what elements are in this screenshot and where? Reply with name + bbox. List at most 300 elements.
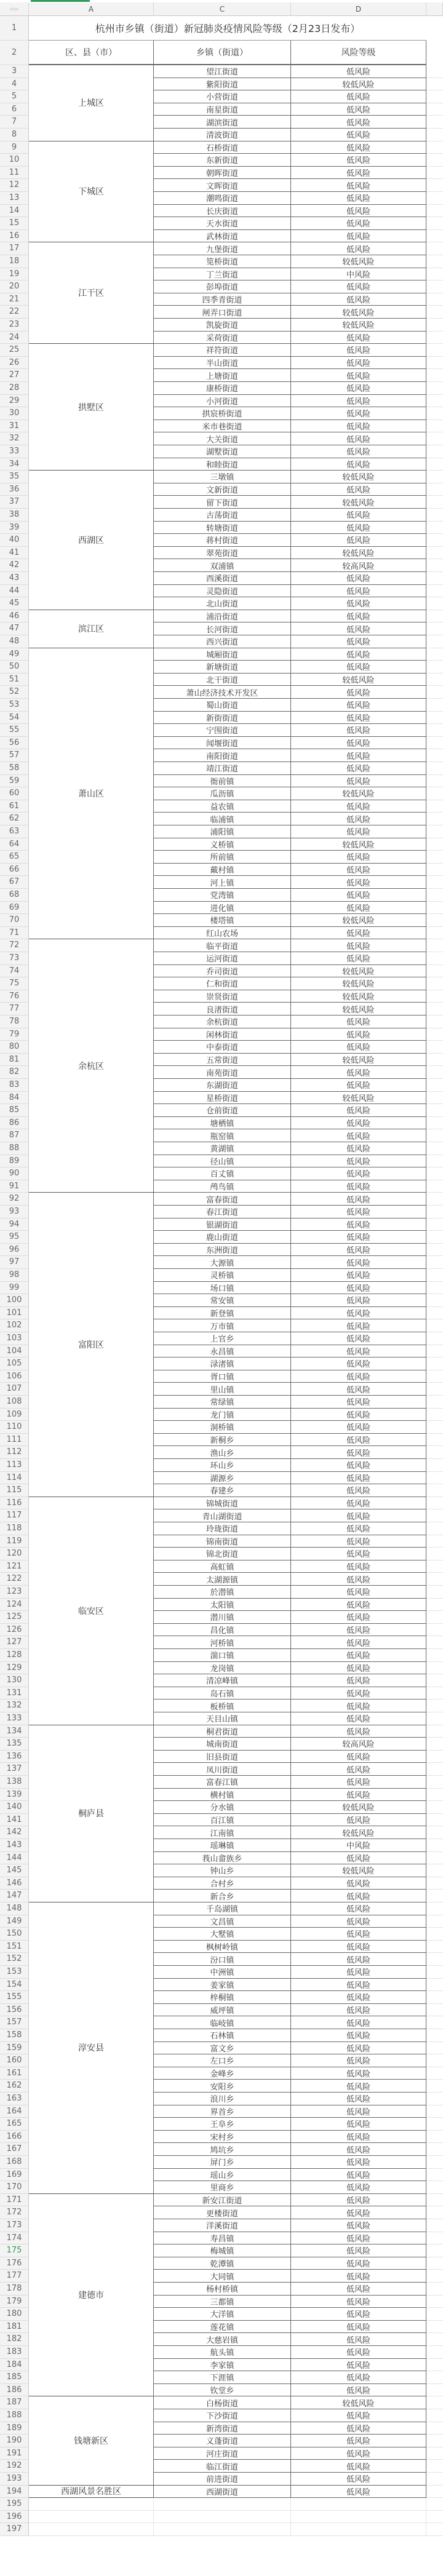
grid-cell-e[interactable] <box>426 1307 443 1320</box>
town-cell[interactable]: 梅城镇 <box>154 2244 291 2257</box>
town-cell[interactable]: 富春江镇 <box>154 1776 291 1789</box>
row-header-6[interactable]: 6 <box>0 103 29 116</box>
grid-cell-e[interactable] <box>426 1421 443 1434</box>
town-cell[interactable]: 灵桥镇 <box>154 1269 291 1282</box>
grid-cell-e[interactable] <box>426 103 443 116</box>
risk-level-cell[interactable]: 低风险 <box>291 1966 426 1979</box>
town-cell[interactable]: 浦阳镇 <box>154 825 291 838</box>
row-header-190[interactable]: 190 <box>0 2435 29 2447</box>
risk-level-cell[interactable]: 低风险 <box>291 2473 426 2486</box>
district-cell[interactable]: 淳安县 <box>29 1902 154 2194</box>
grid-cell-e[interactable] <box>426 674 443 686</box>
row-header-129[interactable]: 129 <box>0 1662 29 1675</box>
row-header-70[interactable]: 70 <box>0 914 29 927</box>
grid-cell-e[interactable] <box>426 1167 443 1180</box>
town-cell[interactable]: 横村镇 <box>154 1789 291 1802</box>
town-cell[interactable]: 龙门镇 <box>154 1409 291 1421</box>
town-cell[interactable]: 临平街道 <box>154 939 291 952</box>
grid-cell-e[interactable] <box>426 2359 443 2372</box>
town-cell[interactable]: 鹿山街道 <box>154 1231 291 1244</box>
row-header-29[interactable]: 29 <box>0 395 29 408</box>
grid-cell-e[interactable] <box>426 1902 443 1915</box>
town-cell[interactable]: 瓜沥镇 <box>154 787 291 800</box>
grid-cell-e[interactable] <box>426 2257 443 2270</box>
town-cell[interactable]: 湖墅街道 <box>154 445 291 458</box>
row-header-8[interactable]: 8 <box>0 129 29 141</box>
row-header-170[interactable]: 170 <box>0 2181 29 2194</box>
risk-level-cell[interactable]: 低风险 <box>291 344 426 357</box>
row-header-10[interactable]: 10 <box>0 154 29 167</box>
town-cell[interactable]: 昌化镇 <box>154 1624 291 1637</box>
row-header-106[interactable]: 106 <box>0 1370 29 1383</box>
grid-cell-e[interactable] <box>426 712 443 725</box>
town-cell[interactable]: 浦沿街道 <box>154 610 291 623</box>
row-header-157[interactable]: 157 <box>0 2016 29 2029</box>
district-cell[interactable]: 萧山区 <box>29 648 154 940</box>
row-header-149[interactable]: 149 <box>0 1915 29 1928</box>
district-cell[interactable]: 拱墅区 <box>29 344 154 471</box>
risk-level-cell[interactable]: 低风险 <box>291 2016 426 2029</box>
town-cell[interactable]: 湖滨街道 <box>154 116 291 129</box>
row-header-181[interactable]: 181 <box>0 2321 29 2334</box>
row-header-19[interactable]: 19 <box>0 268 29 281</box>
risk-level-cell[interactable]: 低风险 <box>291 205 426 218</box>
row-header-123[interactable]: 123 <box>0 1586 29 1599</box>
grid-cell-e[interactable] <box>426 635 443 648</box>
grid-cell-e[interactable] <box>426 889 443 902</box>
town-cell[interactable]: 星桥街道 <box>154 1092 291 1105</box>
grid-cell-e[interactable] <box>426 952 443 965</box>
grid-cell-e[interactable] <box>426 1472 443 1485</box>
grid-cell-e[interactable] <box>426 2283 443 2296</box>
town-cell[interactable]: 中洲镇 <box>154 1966 291 1979</box>
grid-cell-e[interactable] <box>426 509 443 522</box>
grid-cell-e[interactable] <box>426 724 443 737</box>
town-cell[interactable]: 大源镇 <box>154 1256 291 1269</box>
town-cell[interactable]: 上塘街道 <box>154 369 291 382</box>
row-header-32[interactable]: 32 <box>0 432 29 445</box>
risk-level-cell[interactable]: 低风险 <box>291 2296 426 2308</box>
grid-cell-e[interactable] <box>426 2473 443 2486</box>
grid-cell-e[interactable] <box>426 2067 443 2080</box>
town-cell[interactable]: 大慈岩镇 <box>154 2333 291 2346</box>
town-cell[interactable]: 於潜镇 <box>154 1586 291 1599</box>
row-header-186[interactable]: 186 <box>0 2384 29 2397</box>
grid-cell-e[interactable] <box>426 1066 443 1079</box>
town-cell[interactable]: 太湖源镇 <box>154 1573 291 1586</box>
row-header-158[interactable]: 158 <box>0 2029 29 2042</box>
row-header-22[interactable]: 22 <box>0 306 29 319</box>
town-cell[interactable]: 北山街道 <box>154 597 291 610</box>
risk-level-cell[interactable]: 低风险 <box>291 813 426 825</box>
row-header-31[interactable]: 31 <box>0 420 29 433</box>
grid-cell-e[interactable] <box>426 458 443 471</box>
town-cell[interactable]: 左口乡 <box>154 2054 291 2067</box>
row-header-47[interactable]: 47 <box>0 622 29 635</box>
town-cell[interactable]: 闲林街道 <box>154 1028 291 1041</box>
grid-cell-e[interactable] <box>426 1864 443 1877</box>
row-header-182[interactable]: 182 <box>0 2333 29 2346</box>
town-cell[interactable]: 乔司街道 <box>154 965 291 978</box>
risk-level-cell[interactable]: 低风险 <box>291 2283 426 2296</box>
row-header-180[interactable]: 180 <box>0 2308 29 2321</box>
town-cell[interactable]: 王阜乡 <box>154 2118 291 2131</box>
risk-level-cell[interactable]: 低风险 <box>291 1928 426 1941</box>
town-cell[interactable]: 江南镇 <box>154 1826 291 1839</box>
town-cell[interactable]: 长河街道 <box>154 622 291 635</box>
town-cell[interactable]: 蒋村街道 <box>154 534 291 547</box>
town-cell[interactable]: 钦堂乡 <box>154 2384 291 2397</box>
grid-cell-e[interactable] <box>426 1991 443 2004</box>
town-cell[interactable]: 米市巷街道 <box>154 420 291 433</box>
grid-cell-e[interactable] <box>426 357 443 370</box>
row-header-148[interactable]: 148 <box>0 1902 29 1915</box>
risk-level-cell[interactable]: 低风险 <box>291 2409 426 2422</box>
town-cell[interactable]: 仓前街道 <box>154 1104 291 1117</box>
row-header-117[interactable]: 117 <box>0 1509 29 1522</box>
town-cell[interactable]: 祥符街道 <box>154 344 291 357</box>
town-cell[interactable]: 锦城街道 <box>154 1497 291 1510</box>
risk-level-cell[interactable]: 低风险 <box>291 1066 426 1079</box>
grid-cell-e[interactable] <box>426 559 443 572</box>
risk-level-cell[interactable]: 低风险 <box>291 1877 426 1890</box>
risk-level-cell[interactable]: 低风险 <box>291 1421 426 1434</box>
grid-cell-e[interactable] <box>426 2447 443 2460</box>
town-cell[interactable]: 分水镇 <box>154 1801 291 1814</box>
risk-level-cell[interactable]: 低风险 <box>291 332 426 344</box>
row-header-173[interactable]: 173 <box>0 2219 29 2232</box>
town-cell[interactable]: 萧山经济技术开发区 <box>154 686 291 699</box>
risk-level-cell[interactable]: 较低风险 <box>291 471 426 483</box>
town-cell[interactable]: 崇贤街道 <box>154 990 291 1003</box>
grid-cell-e[interactable] <box>426 420 443 433</box>
row-header-72[interactable]: 72 <box>0 939 29 952</box>
grid-cell-e[interactable] <box>426 395 443 408</box>
row-header-141[interactable]: 141 <box>0 1814 29 1827</box>
town-cell[interactable]: 杨村桥镇 <box>154 2283 291 2296</box>
risk-level-cell[interactable]: 低风险 <box>291 1662 426 1675</box>
risk-level-cell[interactable]: 低风险 <box>291 420 426 433</box>
town-cell[interactable]: 威坪镇 <box>154 2004 291 2017</box>
row-header-82[interactable]: 82 <box>0 1066 29 1079</box>
town-cell[interactable]: 钟山乡 <box>154 1864 291 1877</box>
grid-cell-e[interactable] <box>426 1776 443 1789</box>
town-cell[interactable]: 塘栖镇 <box>154 1117 291 1130</box>
grid-cell-e[interactable] <box>426 737 443 750</box>
district-cell[interactable]: 钱塘新区 <box>29 2396 154 2485</box>
row-header-111[interactable]: 111 <box>0 1434 29 1447</box>
grid-cell-e[interactable] <box>426 1142 443 1155</box>
risk-level-cell[interactable]: 低风险 <box>291 154 426 167</box>
row-header-13[interactable]: 13 <box>0 192 29 205</box>
risk-level-cell[interactable]: 低风险 <box>291 635 426 648</box>
grid-cell-e[interactable] <box>426 471 443 483</box>
risk-level-cell[interactable]: 低风险 <box>291 382 426 395</box>
grid-cell-e[interactable] <box>426 1231 443 1244</box>
risk-level-cell[interactable]: 低风险 <box>291 1282 426 1295</box>
grid-cell-e[interactable] <box>426 255 443 268</box>
row-header-85[interactable]: 85 <box>0 1104 29 1117</box>
row-header-178[interactable]: 178 <box>0 2283 29 2296</box>
risk-level-cell[interactable]: 较低风险 <box>291 787 426 800</box>
town-cell[interactable]: 翠苑街道 <box>154 547 291 560</box>
risk-level-cell[interactable]: 低风险 <box>291 407 426 420</box>
town-cell[interactable]: 寿昌镇 <box>154 2232 291 2245</box>
grid-cell-e[interactable] <box>426 1409 443 1421</box>
risk-level-cell[interactable]: 低风险 <box>291 1041 426 1054</box>
grid-cell-e[interactable] <box>426 2016 443 2029</box>
empty-cell[interactable] <box>154 2498 291 2511</box>
town-cell[interactable]: 彭埠街道 <box>154 280 291 293</box>
town-cell[interactable]: 南星街道 <box>154 103 291 116</box>
grid-cell-e[interactable] <box>426 2422 443 2435</box>
grid-cell-e[interactable] <box>426 1789 443 1802</box>
row-header-137[interactable]: 137 <box>0 1763 29 1776</box>
risk-level-cell[interactable]: 低风险 <box>291 217 426 230</box>
risk-level-cell[interactable]: 低风险 <box>291 395 426 408</box>
town-cell[interactable]: 界首乡 <box>154 2105 291 2118</box>
grid-cell-e[interactable] <box>426 1104 443 1117</box>
grid-cell-e[interactable] <box>426 1244 443 1257</box>
risk-level-cell[interactable]: 较低风险 <box>291 965 426 978</box>
town-cell[interactable]: 莪山畲族乡 <box>154 1852 291 1865</box>
risk-level-cell[interactable]: 较低风险 <box>291 1054 426 1067</box>
row-header-46[interactable]: 46 <box>0 610 29 623</box>
town-cell[interactable]: 衙前镇 <box>154 775 291 788</box>
row-header-5[interactable]: 5 <box>0 90 29 103</box>
grid-cell-e[interactable] <box>426 90 443 103</box>
row-header-136[interactable]: 136 <box>0 1751 29 1763</box>
risk-level-cell[interactable]: 低风险 <box>291 1345 426 1358</box>
risk-level-cell[interactable]: 低风险 <box>291 610 426 623</box>
grid-cell-e[interactable] <box>426 1624 443 1637</box>
row-header-30[interactable]: 30 <box>0 407 29 420</box>
risk-level-cell[interactable]: 低风险 <box>291 1434 426 1447</box>
row-header-120[interactable]: 120 <box>0 1548 29 1560</box>
risk-level-cell[interactable]: 低风险 <box>291 1016 426 1028</box>
header-risk[interactable]: 风险等级 <box>291 41 426 65</box>
town-cell[interactable]: 九堡街道 <box>154 242 291 255</box>
grid-cell-e[interactable] <box>426 547 443 560</box>
grid-cell-e[interactable] <box>426 572 443 585</box>
sheet-title-cell[interactable]: 杭州市乡镇（街道）新冠肺炎疫情风险等级（2月23日发布） <box>29 16 426 41</box>
grid-cell-e[interactable] <box>426 205 443 218</box>
risk-level-cell[interactable]: 较低风险 <box>291 838 426 851</box>
row-header-15[interactable]: 15 <box>0 217 29 230</box>
town-cell[interactable]: 进化镇 <box>154 902 291 915</box>
risk-level-cell[interactable]: 低风险 <box>291 1699 426 1712</box>
town-cell[interactable]: 西兴街道 <box>154 635 291 648</box>
risk-level-cell[interactable]: 低风险 <box>291 2143 426 2156</box>
town-cell[interactable]: 里山镇 <box>154 1383 291 1396</box>
risk-level-cell[interactable]: 低风险 <box>291 1991 426 2004</box>
grid-cell-e[interactable] <box>426 1890 443 1902</box>
risk-level-cell[interactable]: 较低风险 <box>291 496 426 509</box>
risk-level-cell[interactable]: 低风险 <box>291 1206 426 1218</box>
empty-cell[interactable] <box>29 2498 154 2511</box>
town-cell[interactable]: 三墩镇 <box>154 471 291 483</box>
grid-cell-e[interactable] <box>426 1763 443 1776</box>
risk-level-cell[interactable]: 低风险 <box>291 1079 426 1092</box>
grid-cell-e[interactable] <box>426 1801 443 1814</box>
grid-cell-e[interactable] <box>426 864 443 877</box>
row-header-156[interactable]: 156 <box>0 2004 29 2017</box>
grid-cell-e[interactable] <box>426 1548 443 1560</box>
grid-cell-e[interactable] <box>426 65 443 78</box>
grid-cell-e[interactable] <box>426 2486 443 2498</box>
row-header-68[interactable]: 68 <box>0 889 29 902</box>
town-cell[interactable]: 浪川乡 <box>154 2093 291 2105</box>
risk-level-cell[interactable]: 较低风险 <box>291 977 426 990</box>
risk-level-cell[interactable]: 低风险 <box>291 1560 426 1573</box>
row-header-193[interactable]: 193 <box>0 2473 29 2486</box>
risk-level-cell[interactable]: 低风险 <box>291 1459 426 1472</box>
row-header-116[interactable]: 116 <box>0 1497 29 1510</box>
grid-cell-e[interactable] <box>426 306 443 319</box>
town-cell[interactable]: 城南街道 <box>154 1738 291 1751</box>
grid-cell-e[interactable] <box>426 116 443 129</box>
district-cell[interactable]: 桐庐县 <box>29 1725 154 1902</box>
row-header-168[interactable]: 168 <box>0 2156 29 2169</box>
town-cell[interactable]: 仁和街道 <box>154 977 291 990</box>
grid-cell-e[interactable] <box>426 2296 443 2308</box>
row-header-77[interactable]: 77 <box>0 1003 29 1016</box>
risk-level-cell[interactable]: 较低风险 <box>291 1801 426 1814</box>
risk-level-cell[interactable]: 低风险 <box>291 2321 426 2334</box>
grid-cell-e[interactable] <box>426 1269 443 1282</box>
risk-level-cell[interactable]: 低风险 <box>291 648 426 661</box>
row-header-11[interactable]: 11 <box>0 167 29 180</box>
grid-cell-e[interactable] <box>426 914 443 927</box>
risk-level-cell[interactable]: 较高风险 <box>291 1738 426 1751</box>
column-header-c[interactable]: C <box>154 2 291 16</box>
grid-cell-e[interactable] <box>426 1712 443 1725</box>
grid-cell-e[interactable] <box>426 2384 443 2397</box>
row-header-90[interactable]: 90 <box>0 1167 29 1180</box>
town-cell[interactable]: 更楼街道 <box>154 2206 291 2219</box>
risk-level-cell[interactable]: 低风险 <box>291 2004 426 2017</box>
row-header-187[interactable]: 187 <box>0 2396 29 2409</box>
risk-level-cell[interactable]: 低风险 <box>291 2067 426 2080</box>
town-cell[interactable]: 胥口镇 <box>154 1370 291 1383</box>
grid-cell-e[interactable] <box>426 1877 443 1890</box>
district-cell[interactable]: 临安区 <box>29 1497 154 1725</box>
risk-level-cell[interactable]: 较低风险 <box>291 674 426 686</box>
grid-cell-e[interactable] <box>426 1928 443 1941</box>
grid-cell-e[interactable] <box>426 2460 443 2473</box>
town-cell[interactable]: 蜀山街道 <box>154 699 291 712</box>
grid-cell-e[interactable] <box>426 179 443 192</box>
risk-level-cell[interactable]: 低风险 <box>291 1941 426 1954</box>
grid-cell-e[interactable] <box>426 2181 443 2194</box>
row-header-154[interactable]: 154 <box>0 1979 29 1992</box>
row-header-66[interactable]: 66 <box>0 864 29 877</box>
row-header-161[interactable]: 161 <box>0 2067 29 2080</box>
risk-level-cell[interactable]: 低风险 <box>291 280 426 293</box>
row-header-192[interactable]: 192 <box>0 2460 29 2473</box>
risk-level-cell[interactable]: 低风险 <box>291 1497 426 1510</box>
town-cell[interactable]: 临岐镇 <box>154 2016 291 2029</box>
grid-cell-e[interactable] <box>426 1599 443 1612</box>
row-header-87[interactable]: 87 <box>0 1129 29 1142</box>
risk-level-cell[interactable]: 较低风险 <box>291 914 426 927</box>
grid-cell-e[interactable] <box>426 369 443 382</box>
district-cell[interactable]: 滨江区 <box>29 610 154 648</box>
risk-level-cell[interactable]: 低风险 <box>291 167 426 180</box>
grid-cell-e[interactable] <box>426 2029 443 2042</box>
grid-cell-e[interactable] <box>426 1446 443 1459</box>
grid-cell-e[interactable] <box>426 648 443 661</box>
town-cell[interactable]: 锦北街道 <box>154 1548 291 1560</box>
town-cell[interactable]: 运河街道 <box>154 952 291 965</box>
row-header-197[interactable]: 197 <box>0 2523 29 2536</box>
row-header-110[interactable]: 110 <box>0 1421 29 1434</box>
row-header-163[interactable]: 163 <box>0 2093 29 2105</box>
town-cell[interactable]: 采荷街道 <box>154 332 291 344</box>
grid-cell-e[interactable] <box>426 813 443 825</box>
row-header-28[interactable]: 28 <box>0 382 29 395</box>
row-header-132[interactable]: 132 <box>0 1699 29 1712</box>
risk-level-cell[interactable]: 低风险 <box>291 1129 426 1142</box>
row-header-56[interactable]: 56 <box>0 737 29 750</box>
row-header-58[interactable]: 58 <box>0 762 29 775</box>
row-header-61[interactable]: 61 <box>0 800 29 813</box>
town-cell[interactable]: 文昌镇 <box>154 1915 291 1928</box>
row-header-114[interactable]: 114 <box>0 1472 29 1485</box>
town-cell[interactable]: 康桥街道 <box>154 382 291 395</box>
town-cell[interactable]: 义桥镇 <box>154 838 291 851</box>
town-cell[interactable]: 千岛湖镇 <box>154 1902 291 1915</box>
grid-cell-e[interactable] <box>426 167 443 180</box>
row-header-196[interactable]: 196 <box>0 2511 29 2524</box>
risk-level-cell[interactable]: 低风险 <box>291 2029 426 2042</box>
grid-cell-e[interactable] <box>426 293 443 306</box>
row-header-65[interactable]: 65 <box>0 851 29 864</box>
grid-cell-e[interactable] <box>426 2118 443 2131</box>
risk-level-cell[interactable]: 低风险 <box>291 2447 426 2460</box>
risk-level-cell[interactable]: 低风险 <box>291 445 426 458</box>
risk-level-cell[interactable]: 低风险 <box>291 2384 426 2397</box>
grid-cell-e[interactable] <box>426 699 443 712</box>
risk-level-cell[interactable]: 低风险 <box>291 1649 426 1662</box>
row-header-76[interactable]: 76 <box>0 990 29 1003</box>
grid-cell-e[interactable] <box>426 2523 443 2536</box>
grid-cell-e[interactable] <box>426 800 443 813</box>
row-header-42[interactable]: 42 <box>0 559 29 572</box>
row-header-131[interactable]: 131 <box>0 1687 29 1700</box>
town-cell[interactable]: 永昌镇 <box>154 1345 291 1358</box>
row-header-159[interactable]: 159 <box>0 2042 29 2055</box>
town-cell[interactable]: 望江街道 <box>154 65 291 78</box>
town-cell[interactable]: 良渚街道 <box>154 1003 291 1016</box>
risk-level-cell[interactable]: 低风险 <box>291 2460 426 2473</box>
row-header-88[interactable]: 88 <box>0 1142 29 1155</box>
grid-cell-e[interactable] <box>426 432 443 445</box>
grid-cell-e[interactable] <box>426 2194 443 2207</box>
grid-cell-e[interactable] <box>426 1016 443 1028</box>
risk-level-cell[interactable]: 低风险 <box>291 2169 426 2182</box>
grid-cell-e[interactable] <box>426 990 443 1003</box>
row-header-179[interactable]: 179 <box>0 2296 29 2308</box>
grid-cell-e[interactable] <box>426 1573 443 1586</box>
grid-cell-e[interactable] <box>426 2143 443 2156</box>
risk-level-cell[interactable]: 低风险 <box>291 1674 426 1687</box>
row-header-12[interactable]: 12 <box>0 179 29 192</box>
row-header-71[interactable]: 71 <box>0 927 29 940</box>
district-cell[interactable]: 江干区 <box>29 242 154 344</box>
row-header-171[interactable]: 171 <box>0 2194 29 2207</box>
grid-cell-e[interactable] <box>426 1662 443 1675</box>
